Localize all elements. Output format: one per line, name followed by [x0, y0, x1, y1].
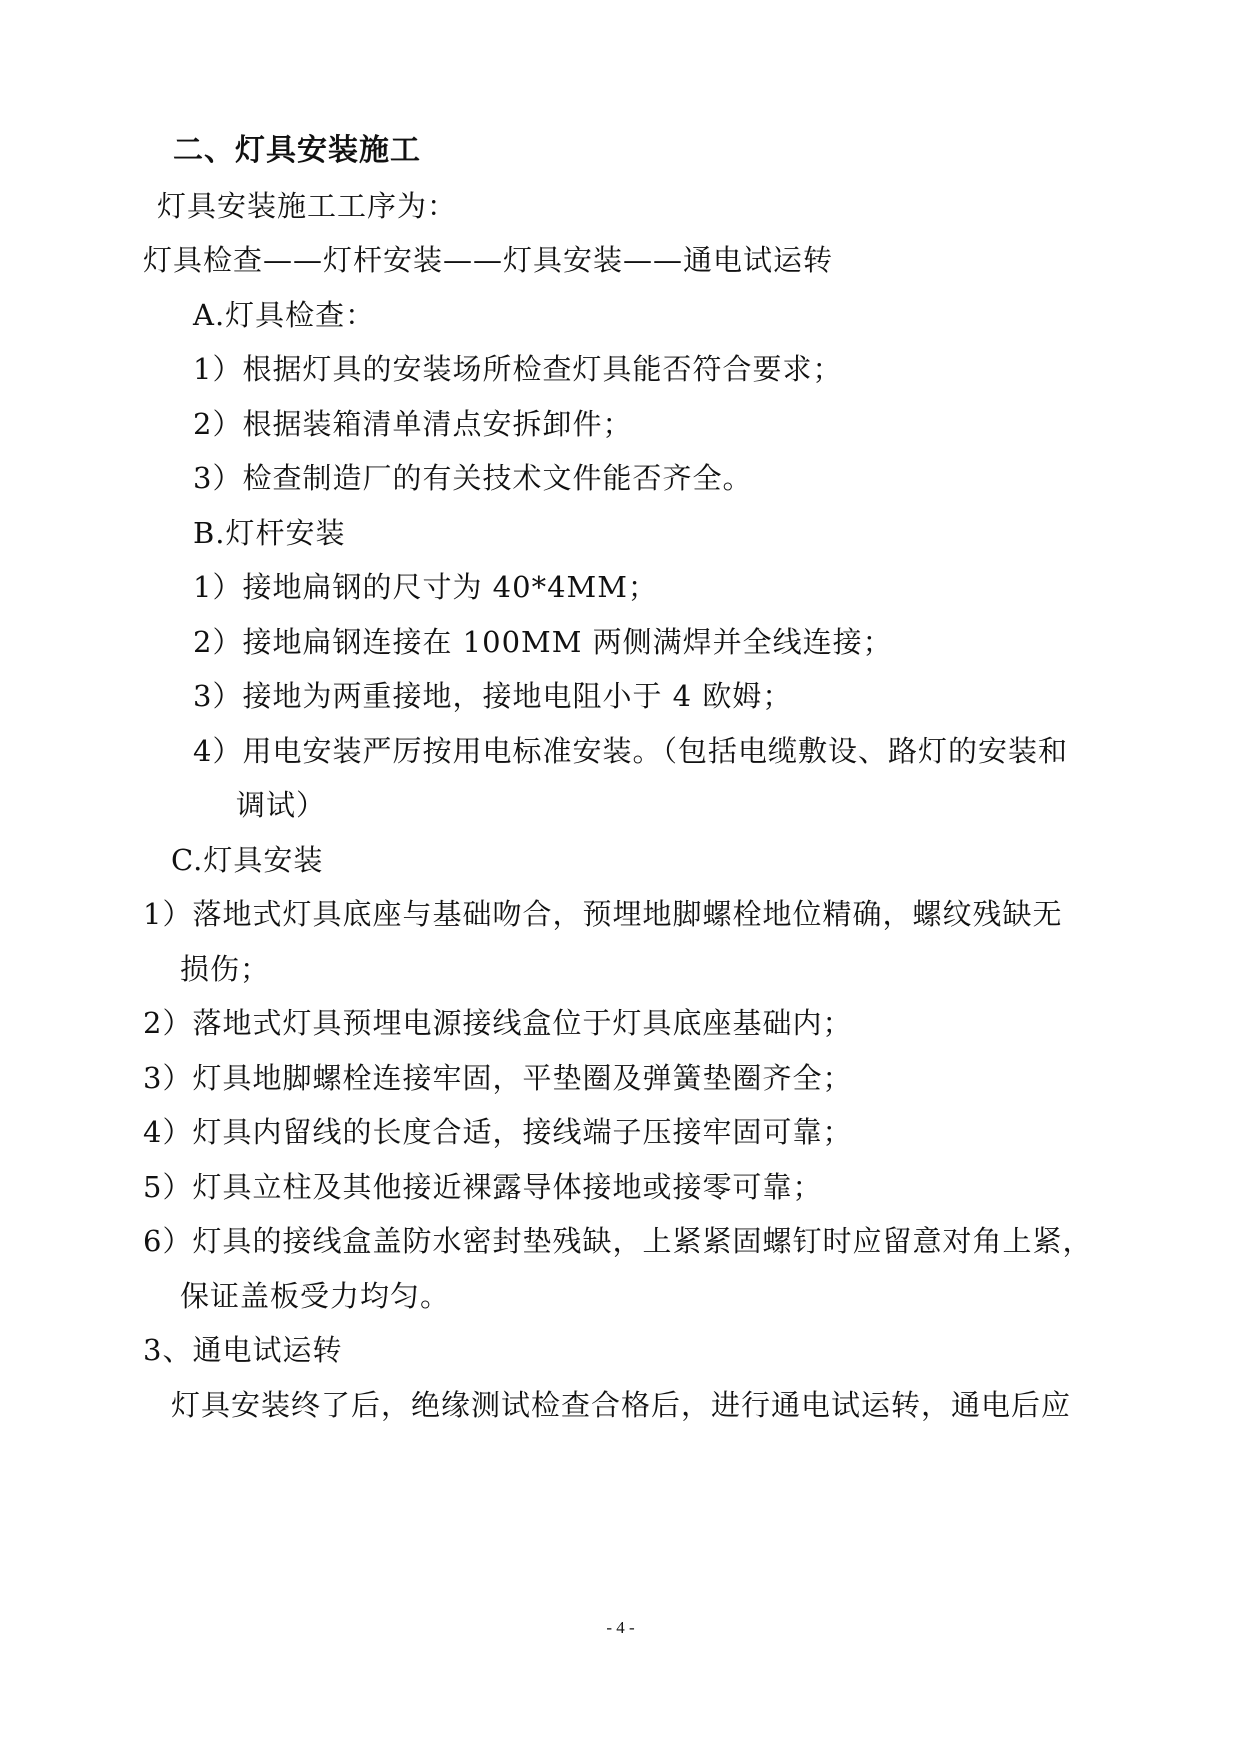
part-b-item: 3）接地为两重接地，接地电阻小于 4 欧姆；: [193, 679, 793, 713]
part-c-item: 1）落地式灯具底座与基础吻合，预埋地脚螺栓地位精确，螺纹残缺无: [143, 897, 1063, 931]
process-flow: 灯具检查——灯杆安装——灯具安装——通电试运转: [143, 243, 834, 277]
part-b-item-continuation: 调试）: [236, 788, 327, 822]
part-c-item: 2）落地式灯具预埋电源接线盒位于灯具底座基础内；: [143, 1006, 853, 1040]
part-b-item: 4）用电安装严厉按用电标准安装。（包括电缆敷设、路灯的安装和: [193, 734, 1068, 768]
part-b-title: B.灯杆安装: [193, 516, 346, 550]
part-b-item: 2）接地扁钢连接在 100MM 两侧满焊并全线连接；: [193, 625, 893, 659]
part-c-item: 3）灯具地脚螺栓连接牢固，平垫圈及弹簧垫圈齐全；: [143, 1061, 853, 1095]
part-a-item: 3）检查制造厂的有关技术文件能否齐全。: [193, 461, 753, 495]
part-c-item: 4）灯具内留线的长度合适，接线端子压接牢固可靠；: [143, 1115, 853, 1149]
part-c-item-continuation: 损伤；: [180, 952, 271, 986]
part-3-body: 灯具安装终了后，绝缘测试检查合格后，进行通电试运转，通电后应: [171, 1388, 1072, 1422]
part-b-item: 1）接地扁钢的尺寸为 40*4MM；: [193, 570, 658, 604]
part-c-item: 5）灯具立柱及其他接近裸露导体接地或接零可靠；: [143, 1170, 823, 1204]
part-c-title: C.灯具安装: [171, 843, 324, 877]
part-a-item: 1）根据灯具的安装场所检查灯具能否符合要求；: [193, 352, 843, 386]
part-c-item: 6）灯具的接线盒盖防水密封垫残缺，上紧紧固螺钉时应留意对角上紧，: [143, 1224, 1093, 1258]
section-title: 二、灯具安装施工: [173, 133, 421, 168]
part-a-item: 2）根据装箱清单清点安拆卸件；: [193, 407, 633, 441]
part-3-title: 3、通电试运转: [143, 1333, 343, 1367]
part-c-item-continuation: 保证盖板受力均匀。: [180, 1279, 451, 1313]
part-a-title: A.灯具检查：: [193, 298, 376, 332]
intro-text: 灯具安装施工工序为：: [157, 189, 458, 223]
page-number: - 4 -: [606, 1618, 635, 1637]
